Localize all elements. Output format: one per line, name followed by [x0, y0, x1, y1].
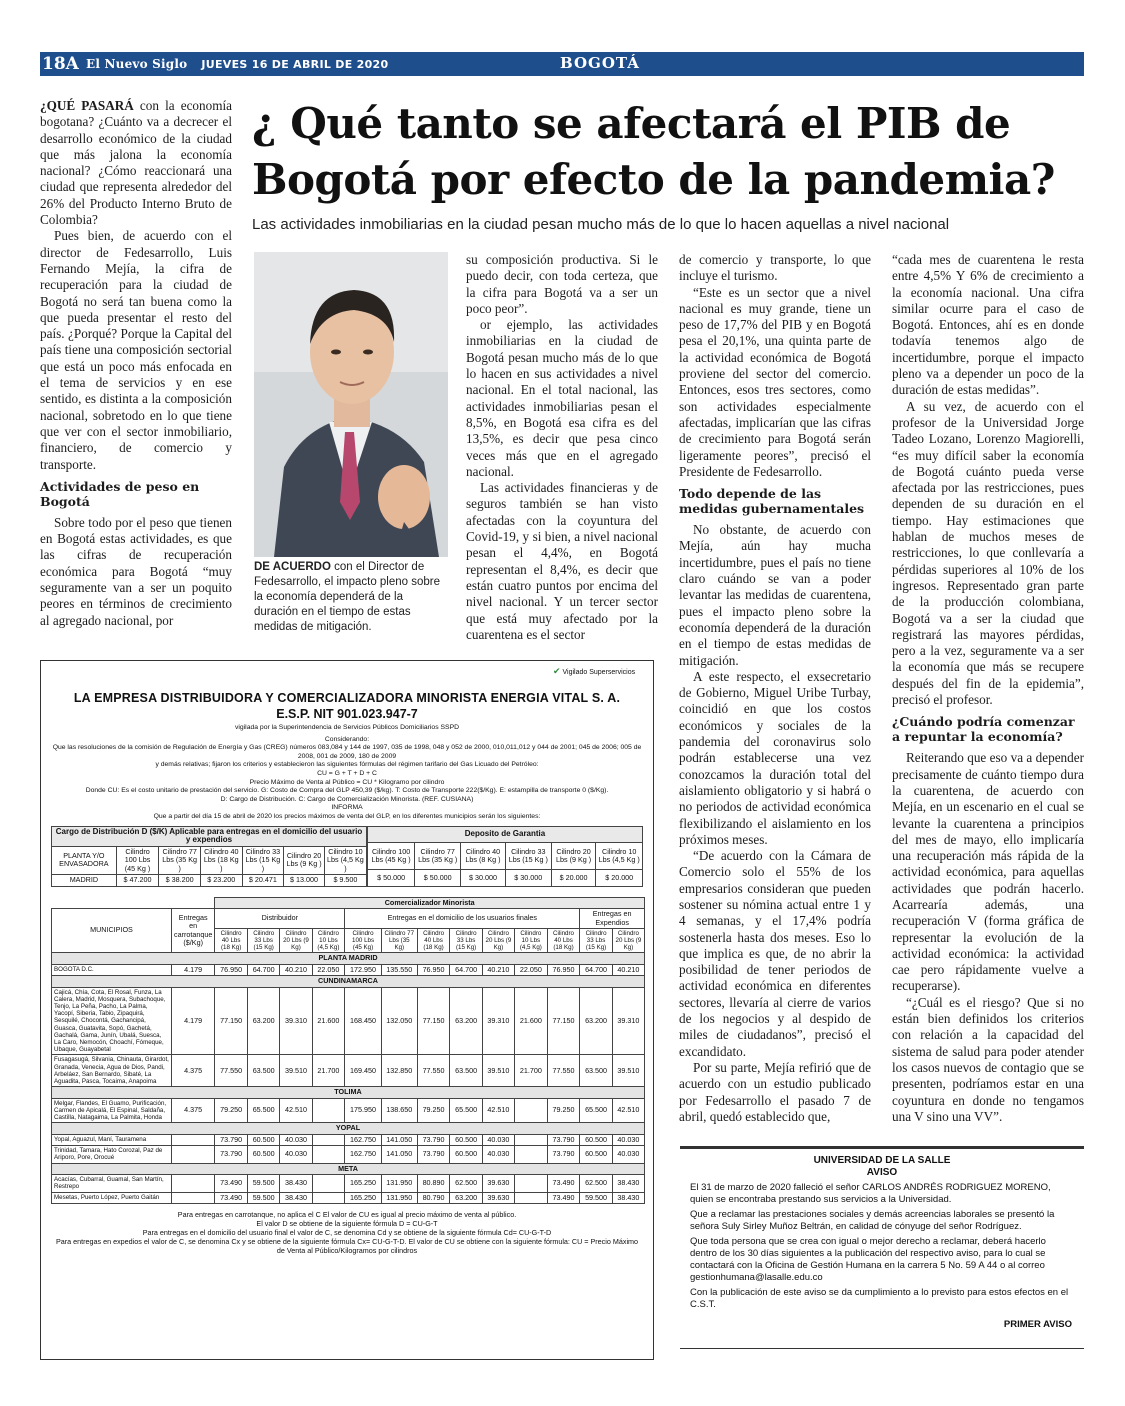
table-cell: 40.210	[482, 964, 514, 976]
table-cell: 39.310	[482, 987, 514, 1055]
table-cell	[312, 1175, 345, 1192]
table-cell	[172, 1146, 215, 1163]
table-cell: 42.510	[612, 1098, 644, 1123]
table-header-cell: Cilindro 20 Lbs (9 Kg)	[482, 929, 514, 953]
table-cell: 62.500	[450, 1175, 483, 1192]
headline: ¿ Qué tanto se afectará el PIB de Bogotá por efecto de la pandemia?	[252, 99, 1055, 204]
table-cell: 65.500	[450, 1098, 483, 1123]
table-cell: 4.375	[172, 1098, 215, 1123]
table-header-cell: Cilindro 20 Lbs (9 Kg)	[280, 929, 312, 953]
table-cell: $ 30.000	[461, 870, 506, 886]
table-cell	[312, 1098, 345, 1123]
table-cell: $ 20.000	[551, 870, 596, 886]
table-section-label: PLANTA MADRID	[52, 953, 645, 965]
table-cell: 40.030	[280, 1146, 312, 1163]
masthead	[40, 52, 1084, 76]
table-cell: 80.890	[417, 1175, 450, 1192]
table-cell: 132.050	[381, 987, 417, 1055]
table-cell	[172, 1175, 215, 1192]
table-header-cell: Cilindro 20 Lbs (9 Kg )	[551, 842, 596, 870]
table-row	[52, 1146, 645, 1163]
portrait-illustration	[254, 252, 448, 557]
table-cell: 77.150	[215, 987, 248, 1055]
table-section-label: CUNDINAMARCA	[52, 976, 645, 988]
municipality-cell: Mesetas, Puerto López, Puerto Gaitán	[52, 1192, 172, 1204]
table-cell: 4.375	[172, 1055, 215, 1087]
column-4	[679, 252, 871, 1125]
subheadline: Las actividades inmobiliarias en la ciudad pesan mucho más de lo que lo hacen aquellas a nivel nacional	[252, 216, 950, 233]
table-cell	[312, 1134, 345, 1146]
table-cell: 60.500	[247, 1134, 280, 1146]
notice-paragraph: Con la publicación de este aviso se da cumplimiento a lo previsto para estos efectos en el C.S.T.	[690, 1287, 1069, 1310]
table-cell: 39.510	[280, 1055, 312, 1087]
ad-subtitle: E.S.P. NIT 901.023.947-7	[276, 707, 418, 721]
table-header-cell: Cilindro 33 Lbs (15 Kg )	[505, 842, 551, 870]
table-cell: 59.500	[247, 1175, 280, 1192]
table-cell: 21.600	[312, 987, 345, 1055]
table-row	[52, 1192, 645, 1204]
table-cell: 39.310	[280, 987, 312, 1055]
table-cell: $ 13.000	[284, 875, 325, 887]
table-row	[52, 964, 645, 976]
table-cell: $ 47.200	[116, 875, 159, 887]
table-cell: 73.790	[417, 1146, 450, 1163]
vigilado-badge: ✔ Vigilado Superservicios	[553, 666, 636, 676]
table-header-cell: Cilindro 77 Lbs (35 Kg)	[381, 929, 417, 953]
table-cell: 40.210	[280, 964, 312, 976]
paragraph: “¿Cuál es el riesgo? Que si no están bien definidos los criterios con relación a la capacidad del sistema de salud para poder atender los casos nuevos de contagio que se presenten, podríamos estar en una coyuntura en donde no tengamos una V sino una VV”.	[892, 994, 1084, 1124]
table-cell: 77.150	[417, 987, 450, 1055]
table-header-cell: Cilindro 10 Lbs (4,5 Kg )	[324, 846, 366, 875]
notice-paragraph: Que a reclamar las prestaciones sociales y demás acreencias laborales se presentó la señora Suly Sirley Muñoz Beltrán, en calidad de cónyuge del señor Rodríguez.	[690, 1209, 1055, 1232]
column-1	[40, 98, 232, 629]
table-cell: 77.150	[547, 987, 580, 1055]
table-cell: 131.950	[381, 1192, 417, 1204]
paragraph: de comercio y transporte, lo que incluye el turismo.	[679, 252, 871, 284]
ad-title: LA EMPRESA DISTRIBUIDORA Y COMERCIALIZADORA MINORISTA ENERGIA VITAL S. A.	[73, 691, 621, 705]
table-header-cell: Cilindro 100 Lbs (45 Kg)	[345, 929, 381, 953]
table-cell: 73.490	[547, 1192, 580, 1204]
table-cell: 21.700	[514, 1055, 547, 1087]
table-cell: 38.430	[280, 1175, 312, 1192]
table-section-row	[52, 1087, 645, 1099]
table-cell: 63.500	[450, 1055, 483, 1087]
municipality-cell: Fusagasugá, Silvania, Chinauta, Girardot, Granada, Venecia, Agua de Dios, Pandi, Arbeláez, San Bernardo, Sibaté, La Aguadita, Pasca, Tocaima, Anapoima	[52, 1055, 172, 1087]
table-cell: 77.550	[547, 1055, 580, 1087]
table-cell: 141.050	[381, 1146, 417, 1163]
table-cell: $ 38.200	[159, 875, 201, 887]
column-5	[892, 252, 1084, 1125]
table-header-cell: Cilindro 10 Lbs (4,5 Kg)	[514, 929, 547, 953]
table-section-label: YOPAL	[52, 1123, 645, 1135]
paragraph: A su vez, de acuerdo con el profesor de la Universidad Jorge Tadeo Lozano, Lorenzo Magiorelli, “es muy difícil saber la economía de Bogotá cuánto pueda verse afectada por las restricciones, pues dependen de su duración en el tiempo. Hay estimaciones que hablan de muchos meses de restricciones, lo que conllevaría a pérdidas superiores al 10% de los ingresos. Representado gran parte de la producción colombiana, Bogotá va a ser la ciudad que registrará las mayores pérdidas, pero a la vez, seguramente va a ser la economía que más se recupere después del fin de la epidemia”, precisó el profesor.	[892, 398, 1084, 708]
table-cell	[172, 1134, 215, 1146]
price-notice-ad: ✔ Vigilado Superservicios LA EMPRESA DISTRIBUIDORA Y COMERCIALIZADORA MINORISTA ENERGIA VITAL S. A. E.S.P. NIT 901.023.947-7 vigilada por la Superintendencia de Servicios Públicos Domiciliarios SSPD Considerando: Que las resoluciones de la comisión de Regulación de Energía y Gas (CREG) números 083,084 y 144 de 1997, 035 de 1998, 048 y 052 de 2000, 010,011,012 y 044 de 2001; 045 de 2006; 005 de 2008, 001 de 2009, 180 de 2009 y demás relativas; fijaron los criterios y establecieron las siguientes fórmulas del régimen tarifario del Gas Licuado del Petróleo: CU = G + T + D + C Precio Máximo de Venta al Público = CU * Kilogramo por cilindro Donde CU: Es el costo unitario de prestación del servicio. G: Costo de Compra del GLP 450,39 ($/kg). T: Costo de Transporte 222($/Kg). E: estampilla de transporte 0 ($/Kg). D: Cargo de Distribución. C: Cargo de Comercialización Minorista. (REF. CUSIANA) INFORMA Que a partir del día 15 de abril de 2020 los precios máximos de venta del GLP, en los diferentes municipios serán los siguientes: Cargo de Distribución D ($/K) Aplicable para entregas en el domicilio del usuario y expendios PLANTA Y/O ENVASADORA Cilindro 100 Lbs (45 Kg ) Cilindro 77 Lbs (35 Kg ) Cilindro 40 Lbs (18 Kg ) Cilindro 33 Lbs (15 Kg ) Cilindro 20 Lbs (9 Kg ) Cilindro 10 Lbs (4,5 Kg ) MADRID $ 47.200 $ 38.200 $ 23.200 $ 20.471 $ 13.000 $ 9.500 Deposito de Garantia Cilindro 100 Lbs (45 Kg ) Cilindro 77 Lbs (35 Kg ) Cilindro 40 Lbs (8 Kg ) Cilindro 33 Lbs (15 Kg ) Cilindro 20 Lbs (9 Kg ) Cilindro 10 Lbs (4,5 Kg ) $ 50.000 $ 50.000 $ 30.000 $ 30.000 $ 20.000 $ 20.000 Comercializador Minorista MUNICIPIOS Entregas en carrotanque ($/Kg) Distribuidor Entregas en el domicilio de los usuarios finales Entregas en Expendios Cilindro 40 Lbs (18 Kg) Cilindro 33 Lbs (15 Kg) Cilindro 20 Lbs (9 Kg) Cilindro 10 Lbs (4,5 Kg) Cilindro 100 Lbs (45 Kg) Cilindro 77 Lbs (35 Kg) Cilindro 40 Lbs (18 Kg) Cilindro 33 Lbs (15 Kg) Cilindro 20 Lbs (9 Kg) Cilindro 10 Lbs (4,5 Kg) Cilindro 40 Lbs (18 Kg) Cilindro 33 Lbs (15 Kg) Cilindro 20 Lbs (9 Kg) PLANTA MADRID BOGOTA D.C. 4.179 76.950 64.700 40.210 22.050 172.950 135.550 76.950 64.700 40.210 22.050 76.950 64.700 40.210 CUNDINAMARCA Cajicá, Chía, Cota, El Rosal, Funza, La Calera, Madrid, Mosquera, Subachoque, Tenjo, La Peña, Pacho, La Palma, Yacopí, Siberia, Tabio, Zipaquirá, Sesquilé, Chocontá, Gachancipá, Guasca, Guatavita, Sopó, Gachetá, Gachalá, Gama, Junín, Ubalá, Suesca, La Caro, Nemocón, Choachí, Fómeque, Ubaque, Guayabetal 4.179 77.150 63.200 39.310 21.600 168.450 132.050 77.150 63.200 39.310 21.600 77.150 63.200 39.310 Fusagasugá, Silvania, Chinauta, Girardot, Granada, Venecia, Agua de Dios, Pandi, Arbeláez, San Bernardo, Sibaté, La Aguadita, Pasca, Tocaima, Anapoima 4.375 77.550 63.500 39.510 21.700 169.450 132.850 77.550 63.500 39.510 21.700 77.550 63.500 39.510 TOLIMA Melgar, Flandes, El Guamo, Purificación, Carmen de Apicalá, El Espinal, Saldaña, Castilla, Natagaima, La Palmita, Honda 4.375 79.250 65.500 42.510 175.950 138.650 79.250 65.500 42.510 79.250 65.500 42.510 YOPAL Yopal, Aguazul, Maní, Tauramena 73.790 60.500 40.030 162.750 141.050 73.790 60.500 40.030 73.790 60.500 40.030 Trinidad, Tamara, Hato Corozal, Paz de Ariporo, Pore, Orocué 73.790 60.500 40.030 162.750 141.050 73.790 60.500 40.030 73.790 60.500 40.030 META Acacías, Cubarral, Guamal, San Martín, Restrepo 73.490 59.500 38.430 165.250 131.950 80.890 62.500 39.630 73.490 62.500 38.430 Mesetas, Puerto López, Puerto Gaitán 73.490 59.500 38.430 165.250 131.950 80.790 63.200 39.630 73.490 59.500 38.430 Para entregas en carrotanque, no aplica el C El valor de CU es igual al precio máximo de venta al público. El valor D se obtiene de la siguiente fórmula D = CU-G-T Para entregas en el domicilio del usuario final el valor de C, se denomina Cd y se obtiene de la siguiente fórmula Cd= CU-G-T-D Para entregas en expedios el valor de C, se denomina Cx y se obtiene de la siguiente fórmula Cx= CU-G-T-D. El valor de CU se obtiene con la siguiente fórmula: CU = Precio Máximo de Venta al Público/Kilogramos por cilindros	[40, 660, 654, 1360]
paragraph: Por su parte, Mejía refirió que de acuerdo con un estudio publicado por Fedesarrollo el pasado 7 de abril, quedó establecido que,	[679, 1059, 871, 1124]
table-row	[52, 987, 645, 1055]
table-cell: 40.030	[482, 1134, 514, 1146]
table-cell	[514, 1146, 547, 1163]
table-row	[52, 1098, 645, 1123]
table-header-cell: Cilindro 100 Lbs (45 Kg )	[368, 842, 415, 870]
table-header-cell: Cilindro 77 Lbs (35 Kg )	[415, 842, 461, 870]
table-cell: 40.030	[612, 1134, 644, 1146]
table-cell: 21.700	[312, 1055, 345, 1087]
guarantee-deposit-table: Deposito de Garantia Cilindro 100 Lbs (45 Kg ) Cilindro 77 Lbs (35 Kg ) Cilindro 40 Lbs (8 Kg ) Cilindro 33 Lbs (15 Kg ) Cilindro 20 Lbs (9 Kg ) Cilindro 10 Lbs (4,5 Kg ) $ 50.000 $ 50.000 $ 30.000 $ 30.000 $ 20.000 $ 20.000	[367, 826, 643, 887]
ad-footnotes: Para entregas en carrotanque, no aplica el C El valor de CU es igual al precio máximo de venta al público. El valor D se obtiene de la siguiente fórmula D = CU-G-T Para entregas en el domicilio del usuario final el valor de C, se denomina Cd y se obtiene de la siguiente fórmula Cd= CU-G-T-D Para entregas en expedios el valor de C, se denomina Cx y se obtiene de la siguiente fórmula Cx= CU-G-T-D. El valor de CU se obtiene con la siguiente fórmula: CU = Precio Máximo de Venta al Público/Kilogramos por cilindros	[55, 1210, 639, 1256]
table-cell: 63.200	[247, 987, 280, 1055]
paragraph: No obstante, de acuerdo con Mejía, aún hay mucha incertidumbre, pues el país no tiene claro cuándo se van a poder levantar las medidas de cuarentena, pues el impacto pleno sobre la economía dependerá de la duración en el tiempo de estas medidas de mitigación.	[679, 522, 871, 668]
table-cell: 131.950	[381, 1175, 417, 1192]
table-cell: 138.650	[381, 1098, 417, 1123]
table-cell: 63.500	[580, 1055, 613, 1087]
issue-date: JUEVES 16 DE ABRIL DE 2020	[201, 57, 389, 71]
paragraph: “Este es un sector que a nivel nacional es muy grande, tiene un peso de 17,7% del PIB y en Bogotá pesa el 20,1%, una quinta parte de la actividad económica de Bogotá proviene del sector del comercio. Entonces, esos tres sectores, como son actividades especialmente afectadas, implicarían que las cifras de crecimiento para Bogotá serán ligeramente peores”, precisó el Presidente de Fedesarrollo.	[679, 284, 871, 479]
table-header-cell: Cilindro 33 Lbs (15 Kg)	[450, 929, 483, 953]
paragraph: A este respecto, el exsecretario de Gobierno, Miguel Uribe Turbay, coincidió en que los costos económicos y sociales de la pandemia del coronavirus solo podrán establecerse una vez conozcamos la duración total del aislamiento obligatorio y si habrá o no periodos de actividad económica flexibilizando el aislamiento en los próximos meses.	[679, 668, 871, 847]
table-header-cell: Cilindro 40 Lbs (8 Kg )	[461, 842, 506, 870]
table-cell: $ 20.000	[596, 870, 643, 886]
table-header-cell: Cilindro 77 Lbs (35 Kg )	[159, 846, 201, 875]
paragraph: Las actividades financieras y de seguros también se han visto afectadas con la coyuntura del Covid-19, y si bien, a nivel nacional pesan el 4,4%, en Bogotá representan el 8,4%, es decir que están cuatro puntos por encima del nivel nacional. Y un tercer sector que está muy afectado por la cuarentena es el sector	[466, 480, 658, 642]
table-cell: 73.490	[215, 1175, 248, 1192]
table-header-cell: Cilindro 40 Lbs (18 Kg)	[547, 929, 580, 953]
table-cell: 39.510	[482, 1055, 514, 1087]
table-cell: 38.430	[280, 1192, 312, 1204]
table-cell: $ 30.000	[505, 870, 551, 886]
table-cell: 22.050	[312, 964, 345, 976]
subheading: ¿Cuándo podría comenzar a repuntar la economía?	[892, 714, 1075, 745]
table-cell: 40.030	[482, 1146, 514, 1163]
table-cell: 165.250	[345, 1175, 381, 1192]
table-header-cell: Cilindro 40 Lbs (18 Kg )	[200, 846, 242, 875]
table-cell: 165.250	[345, 1192, 381, 1204]
paragraph: or ejemplo, las actividades inmobiliarias en la ciudad de Bogotá pesan mucho más de lo que lo hacen en sus actividades a nivel nacional. En el total nacional, las actividades inmobiliarias pesan el 8,5%, en Bogotá esa cifra es del 13,5%, es decir que pesa cinco veces más que en el agregado nacional.	[466, 317, 658, 479]
table-cell: $ 9.500	[324, 875, 366, 887]
paragraph: Pues bien, de acuerdo con el director de Fedesarrollo, Luis Fernando Mejía, la cifra de recuperación para la ciudad de Bogotá no será tan buena como la que pueda presentar el resto del país. ¿Porqué? Porque la Capital del país tiene una composición sectorial que está un poco más enfocada en el tema de servicios y en ese sentido, es distinta a la composición nacional, sobretodo en lo que tiene que ver con el sector inmobiliario, financiero, de comercio y transporte.	[40, 228, 232, 472]
table-cell: 63.500	[247, 1055, 280, 1087]
divider	[680, 1348, 1084, 1349]
page-number: 18A	[42, 54, 79, 74]
table-cell: 73.790	[547, 1134, 580, 1146]
table-header-cell: Cilindro 100 Lbs (45 Kg )	[116, 846, 159, 875]
paragraph: “De acuerdo con la Cámara de Comercio solo el 55% de los empresarios consideran que pueden sostener su nómina actual entre 1 y 4 semanas, y el 17,4% podría sostenerla hasta dos meses. Eso lo que implica es que, de no abrir la posibilidad de tener periodos de actividad económica en diferentes sectores, llevaría al cierre de varios de los negocios y al despido de miles de ciudadanos”, precisó el excandidato.	[679, 848, 871, 1059]
table-cell: 59.500	[580, 1192, 613, 1204]
column-3	[466, 252, 658, 643]
check-icon: ✔	[553, 666, 561, 676]
tables-row	[51, 826, 643, 887]
table-cell: 64.700	[247, 964, 280, 976]
notice-paragraph: El 31 de marzo de 2020 falleció el señor CARLOS ANDRÉS RODRIGUEZ MORENO, quien se encontraba prestando sus servicios a la Universidad.	[690, 1182, 1051, 1205]
table-cell: 60.500	[580, 1134, 613, 1146]
notice-org: UNIVERSIDAD DE LA SALLE	[813, 1155, 951, 1166]
table-cell: 169.450	[345, 1055, 381, 1087]
table-cell: 65.500	[580, 1098, 613, 1123]
table-cell	[514, 1134, 547, 1146]
table-cell: 73.790	[215, 1146, 248, 1163]
table-row	[52, 1134, 645, 1146]
municipality-cell: Acacías, Cubarral, Guamal, San Martín, Restrepo	[52, 1175, 172, 1192]
table-cell: 39.630	[482, 1175, 514, 1192]
paragraph: “cada mes de cuarentena le resta entre 4,5% Y 6% de crecimiento a la economía nacional. Una cifra similar ocurre para el caso de Bogotá. Entonces, ahí es en donde todavía tenemos algo de incertidumbre, porque el impacto pleno va a depender un poco de la duración de estas medidas”.	[892, 252, 1084, 398]
table-cell: 60.500	[580, 1146, 613, 1163]
table-cell: 60.500	[450, 1134, 483, 1146]
municipal-price-table: Comercializador Minorista MUNICIPIOS Entregas en carrotanque ($/Kg) Distribuidor Entregas en el domicilio de los usuarios finales Entregas en Expendios Cilindro 40 Lbs (18 Kg) Cilindro 33 Lbs (15 Kg) Cilindro 20 Lbs (9 Kg) Cilindro 10 Lbs (4,5 Kg) Cilindro 100 Lbs (45 Kg) Cilindro 77 Lbs (35 Kg) Cilindro 40 Lbs (18 Kg) Cilindro 33 Lbs (15 Kg) Cilindro 20 Lbs (9 Kg) Cilindro 10 Lbs (4,5 Kg) Cilindro 40 Lbs (18 Kg) Cilindro 33 Lbs (15 Kg) Cilindro 20 Lbs (9 Kg) PLANTA MADRID BOGOTA D.C. 4.179 76.950 64.700 40.210 22.050 172.950 135.550 76.950 64.700 40.210 22.050 76.950 64.700 40.210 CUNDINAMARCA Cajicá, Chía, Cota, El Rosal, Funza, La Calera, Madrid, Mosquera, Subachoque, Tenjo, La Peña, Pacho, La Palma, Yacopí, Siberia, Tabio, Zipaquirá, Sesquilé, Chocontá, Gachancipá, Guasca, Guatavita, Sopó, Gachetá, Gachalá, Gama, Junín, Ubalá, Suesca, La Caro, Nemocón, Choachí, Fómeque, Ubaque, Guayabetal 4.179 77.150 63.200 39.310 21.600 168.450 132.050 77.150 63.200 39.310 21.600 77.150 63.200 39.310 Fusagasugá, Silvania, Chinauta, Girardot, Granada, Venecia, Agua de Dios, Pandi, Arbeláez, San Bernardo, Sibaté, La Aguadita, Pasca, Tocaima, Anapoima 4.375 77.550 63.500 39.510 21.700 169.450 132.850 77.550 63.500 39.510 21.700 77.550 63.500 39.510 TOLIMA Melgar, Flandes, El Guamo, Purificación, Carmen de Apicalá, El Espinal, Saldaña, Castilla, Natagaima, La Palmita, Honda 4.375 79.250 65.500 42.510 175.950 138.650 79.250 65.500 42.510 79.250 65.500 42.510 YOPAL Yopal, Aguazul, Maní, Tauramena 73.790 60.500 40.030 162.750 141.050 73.790 60.500 40.030 73.790 60.500 40.030 Trinidad, Tamara, Hato Corozal, Paz de Ariporo, Pore, Orocué 73.790 60.500 40.030 162.750 141.050 73.790 60.500 40.030 73.790 60.500 40.030 META Acacías, Cubarral, Guamal, San Martín, Restrepo 73.490 59.500 38.430 165.250 131.950 80.890 62.500 39.630 73.490 62.500 38.430 Mesetas, Puerto López, Puerto Gaitán 73.490 59.500 38.430 165.250 131.950 80.790 63.200 39.630 73.490 59.500 38.430	[51, 897, 645, 1205]
newspaper-name: El Nuevo Siglo	[86, 57, 188, 71]
table-section-row	[52, 953, 645, 965]
distribution-charge-table: Cargo de Distribución D ($/K) Aplicable para entregas en el domicilio del usuario y expendios PLANTA Y/O ENVASADORA Cilindro 100 Lbs (45 Kg ) Cilindro 77 Lbs (35 Kg ) Cilindro 40 Lbs (18 Kg ) Cilindro 33 Lbs (15 Kg ) Cilindro 20 Lbs (9 Kg ) Cilindro 10 Lbs (4,5 Kg ) MADRID $ 47.200 $ 38.200 $ 23.200 $ 20.471 $ 13.000 $ 9.500	[51, 826, 367, 887]
table-cell: 79.250	[547, 1098, 580, 1123]
table-cell: 64.700	[450, 964, 483, 976]
table-cell: $ 50.000	[368, 870, 415, 886]
notice-signature: PRIMER AVISO	[1003, 1319, 1072, 1330]
table-header-cell: Cilindro 20 Lbs (9 Kg)	[612, 929, 644, 953]
table-cell: 73.490	[547, 1175, 580, 1192]
table-cell: 42.510	[280, 1098, 312, 1123]
table-cell: 76.950	[215, 964, 248, 976]
table-cell: 77.550	[417, 1055, 450, 1087]
table-cell	[312, 1146, 345, 1163]
table-cell: 40.030	[612, 1146, 644, 1163]
table-cell: 63.200	[450, 1192, 483, 1204]
table-cell: 4.179	[172, 987, 215, 1055]
lead-in: ¿QUÉ PASARÁ	[40, 98, 134, 113]
table-cell: 42.510	[482, 1098, 514, 1123]
table-cell: 79.250	[417, 1098, 450, 1123]
table-cell: 175.950	[345, 1098, 381, 1123]
table-header-cell: Cilindro 10 Lbs (4,5 Kg )	[596, 842, 643, 870]
table-cell: 73.790	[547, 1146, 580, 1163]
table-cell: 64.700	[580, 964, 613, 976]
table-cell: 135.550	[381, 964, 417, 976]
table-cell: 63.200	[450, 987, 483, 1055]
table-header-cell: Cilindro 33 Lbs (15 Kg)	[247, 929, 280, 953]
table-section-row	[52, 976, 645, 988]
municipality-cell: Trinidad, Tamara, Hato Corozal, Paz de Ariporo, Pore, Orocué	[52, 1146, 172, 1163]
table-header-cell: Cilindro 33 Lbs (15 Kg)	[580, 929, 613, 953]
table-cell: 168.450	[345, 987, 381, 1055]
table-cell: 4.179	[172, 964, 215, 976]
municipality-cell: BOGOTA D.C.	[52, 964, 172, 976]
table-cell: 73.790	[417, 1134, 450, 1146]
table-cell	[172, 1192, 215, 1204]
table-row	[52, 1175, 645, 1192]
subheading: Todo depende de las medidas gubernamentales	[679, 486, 865, 517]
table-header-cell: Cilindro 40 Lbs (18 Kg)	[417, 929, 450, 953]
portrait-photo	[254, 252, 448, 557]
table-cell: 172.950	[345, 964, 381, 976]
section-name: BOGOTÁ	[560, 54, 640, 72]
table-cell: $ 20.471	[242, 875, 284, 887]
table-cell: 79.250	[215, 1098, 248, 1123]
table-section-row	[52, 1163, 645, 1175]
table-cell: 38.430	[612, 1175, 644, 1192]
table-cell: 63.200	[580, 987, 613, 1055]
table-cell: 76.950	[417, 964, 450, 976]
subheading: Actividades de peso en Bogotá	[40, 478, 200, 509]
table-header-cell: Cilindro 20 Lbs (9 Kg )	[284, 846, 325, 875]
municipality-cell: Yopal, Aguazul, Maní, Tauramena	[52, 1134, 172, 1146]
table-cell	[514, 1098, 547, 1123]
table-cell: $ 23.200	[200, 875, 242, 887]
municipality-cell: Cajicá, Chía, Cota, El Rosal, Funza, La Calera, Madrid, Mosquera, Subachoque, Tenjo, La Peña, Pacho, La Palma, Yacopí, Siberia, Tabio, Zipaquirá, Sesquilé, Chocontá, Gachancipá, Guasca, Guatavita, Sopó, Gachetá, Gachalá, Gama, Junín, Ubalá, Suesca, La Caro, Nemocón, Choachí, Fómeque, Ubaque, Guayabetal	[52, 987, 172, 1055]
table-cell: 76.950	[547, 964, 580, 976]
photo-caption: DE ACUERDO con el Director de Fedesarrollo, el impacto pleno sobre la economía dependerá de la duración en el tiempo de estas medidas de mitigación.	[254, 561, 441, 633]
university-notice	[680, 1146, 1084, 1346]
table-cell: 40.030	[280, 1134, 312, 1146]
table-header-cell: Cilindro 10 Lbs (4,5 Kg)	[312, 929, 345, 953]
table-cell: 39.630	[482, 1192, 514, 1204]
table-cell: 22.050	[514, 964, 547, 976]
table-cell: 162.750	[345, 1146, 381, 1163]
table-section-row	[52, 1123, 645, 1135]
notice-title: AVISO	[866, 1167, 898, 1178]
table-cell: 39.510	[612, 1055, 644, 1087]
table-cell: 80.790	[417, 1192, 450, 1204]
table-cell: 73.490	[215, 1192, 248, 1204]
table-cell: 141.050	[381, 1134, 417, 1146]
table-cell: 40.210	[612, 964, 644, 976]
paragraph: ¿QUÉ PASARÁ con la economía bogotana? ¿Cuánto va a decrecer el desarrollo económico de la ciudad que más jalona la economía nacional? ¿Cómo reaccionará una ciudad que representa alrededor del 26% del Producto Interno Bruto de Colombia?	[40, 98, 232, 228]
table-cell: 59.500	[247, 1192, 280, 1204]
table-cell: 38.430	[612, 1192, 644, 1204]
table-section-label: META	[52, 1163, 645, 1175]
table-section-label: TOLIMA	[52, 1087, 645, 1099]
municipality-cell: Melgar, Flandes, El Guamo, Purificación, Carmen de Apicalá, El Espinal, Saldaña, Castilla, Natagaima, La Palmita, Honda	[52, 1098, 172, 1123]
table-cell: 65.500	[247, 1098, 280, 1123]
table-cell: 60.500	[247, 1146, 280, 1163]
paragraph: su composición productiva. Si le puedo decir, con toda certeza, que la cifra para Bogotá va a ser un poco peor”.	[466, 252, 658, 316]
table-cell: 60.500	[450, 1146, 483, 1163]
table-cell: 73.790	[215, 1134, 248, 1146]
table-cell: 132.850	[381, 1055, 417, 1087]
table-cell: 39.310	[612, 987, 644, 1055]
table-cell: $ 50.000	[415, 870, 461, 886]
table-cell: 62.500	[580, 1175, 613, 1192]
table-cell: 21.600	[514, 987, 547, 1055]
paragraph: Reiterando que eso va a depender precisamente de cuánto tiempo dura la cuarentena, de acuerdo con Mejía, en un escenario en el cual se levante la cuarentena a principios del mes de mayo, ello implicaría una recuperación más rápida de la actividad económica, para aquellas actividades que podrán hacerlo. Acarrearía además, una recuperación V (forma gráfica de representar la evolución de la actividad económica: la actividad cae pero rápidamente vuelve a recuperarse).	[892, 750, 1084, 994]
table-cell	[514, 1175, 547, 1192]
table-cell	[514, 1192, 547, 1204]
paragraph: Sobre todo por el peso que tienen en Bogotá estas actividades, es que las cifras de recuperación económica para Bogotá “muy seguramente van a ser un poquito peores en términos de crecimiento al agregado nacional, por	[40, 514, 232, 628]
table-row	[52, 1055, 645, 1087]
table-cell	[312, 1192, 345, 1204]
table-header-cell: Cilindro 33 Lbs (15 Kg )	[242, 846, 284, 875]
table-header-cell: Cilindro 40 Lbs (18 Kg)	[215, 929, 248, 953]
table-cell: 77.550	[215, 1055, 248, 1087]
table-cell: 162.750	[345, 1134, 381, 1146]
notice-paragraph: Que toda persona que se crea con igual o mejor derecho a reclamar, deberá hacerlo dentro de los 30 días siguientes a la publicación del respectivo aviso, para lo cual se contactará con la Oficina de Gestión Humana en la carrera 5 No. 59 A 44 o al correo gestionhumana@lasalle.edu.co	[690, 1236, 1046, 1283]
